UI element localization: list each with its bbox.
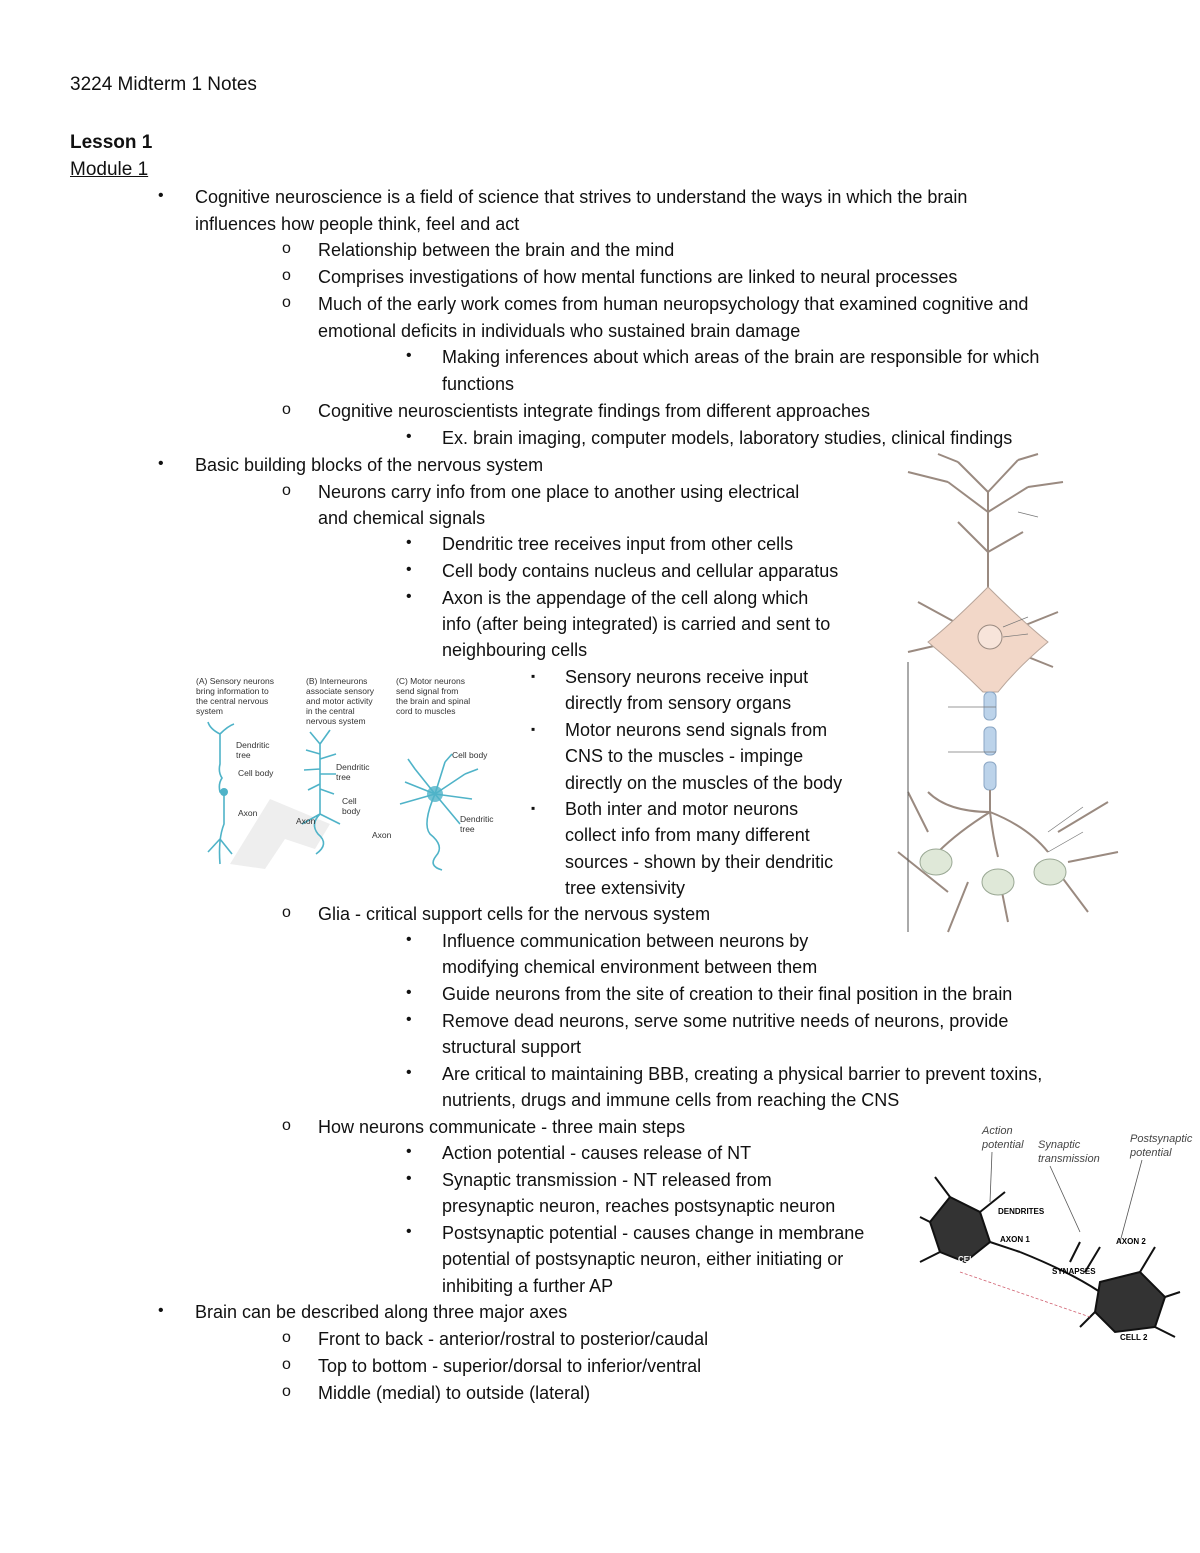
- bullet-l2: o: [282, 1329, 291, 1346]
- bullet-l2: o: [282, 482, 291, 499]
- bullet-l3: •: [406, 561, 412, 578]
- fig-b-line: nervous system: [306, 716, 366, 726]
- text-line: Front to back - anterior/rostral to posterior/caudal: [318, 1329, 709, 1349]
- comm-label-cell2: CELL 2: [1120, 1333, 1148, 1342]
- fig-a-line: (A) Sensory neurons: [196, 676, 274, 686]
- comm-label-dendrites: DENDRITES: [998, 1207, 1045, 1216]
- neuron-communication-figure: [920, 1122, 1193, 1342]
- bullet-l3: •: [406, 984, 412, 1001]
- text-line: Guide neurons from the site of creation to their final position in the brain: [442, 984, 1013, 1004]
- text-line: directly on the muscles of the body: [565, 773, 843, 793]
- text-line: Synaptic transmission - NT released from: [442, 1170, 772, 1190]
- bullet-l4: ▪: [531, 722, 536, 736]
- text-line: Brain can be described along three major axes: [195, 1302, 568, 1322]
- text-line: Sensory neurons receive input: [565, 667, 809, 687]
- text-line: sources - shown by their dendritic: [565, 852, 834, 872]
- neuron-anatomy-figure: [888, 452, 1154, 942]
- text-line: Making inferences about which areas of the brain are responsible for which: [442, 347, 1040, 367]
- comm-label-postsynaptic-potential: Postsynaptic: [1130, 1133, 1193, 1145]
- fig-label-axon: Axon: [238, 808, 258, 818]
- bullet-l3: •: [406, 1064, 412, 1081]
- fig-label-dendritic-tree: tree: [236, 750, 251, 760]
- text-line: Remove dead neurons, serve some nutritive needs of neurons, provide: [442, 1011, 1009, 1031]
- text-line: Are critical to maintaining BBB, creating a physical barrier to prevent toxins,: [442, 1064, 1043, 1084]
- fig-label-dendritic-tree: tree: [460, 824, 475, 834]
- fig-label-cell-body: Cell body: [238, 768, 274, 778]
- text-line: Glia - critical support cells for the nervous system: [318, 904, 711, 924]
- text-line: nutrients, drugs and immune cells from reaching the CNS: [442, 1090, 900, 1110]
- bullet-l2: o: [282, 1356, 291, 1373]
- bullet-l3: •: [406, 1143, 412, 1160]
- text-line: Basic building blocks of the nervous system: [195, 455, 544, 475]
- fig-b-line: (B) Interneurons: [306, 676, 368, 686]
- bullet-l4: ▪: [531, 801, 536, 815]
- text-line: functions: [442, 374, 515, 394]
- text-line: CNS to the muscles - impinge: [565, 746, 804, 766]
- comm-label-action-potential: Action: [982, 1125, 1013, 1137]
- bullet-l2: o: [282, 240, 291, 257]
- text-line: Neurons carry info from one place to another using electrical: [318, 482, 800, 502]
- text-line: Postsynaptic potential - causes change in membrane: [442, 1223, 865, 1243]
- text-line: modifying chemical environment between them: [442, 957, 818, 977]
- doc-title: 3224 Midterm 1 Notes: [70, 74, 257, 95]
- text-line: Action potential - causes release of NT: [442, 1143, 752, 1163]
- text-line: Both inter and motor neurons: [565, 799, 799, 819]
- text-line: potential of postsynaptic neuron, either initiating or: [442, 1249, 844, 1269]
- bullet-l2: o: [282, 904, 291, 921]
- text-line: Much of the early work comes from human neuropsychology that examined cognitive and: [318, 294, 1029, 314]
- comm-label-axon1: AXON 1: [1000, 1235, 1030, 1244]
- fig-b-line: in the central: [306, 706, 355, 716]
- bullet-l1: •: [158, 1302, 164, 1319]
- bullet-l2: o: [282, 1117, 291, 1134]
- fig-label-dendritic-tree: tree: [336, 772, 351, 782]
- fig-b-line: associate sensory: [306, 686, 375, 696]
- fig-c-line: the brain and spinal: [396, 696, 471, 706]
- comm-label-synaptic-transmission: transmission: [1038, 1153, 1100, 1165]
- fig-label-cell-body: body: [342, 806, 361, 816]
- bullet-l3: •: [406, 534, 412, 551]
- comm-label-postsynaptic-potential: potential: [1130, 1147, 1172, 1159]
- fig-label-axon: Axon: [296, 816, 316, 826]
- fig-c-line: (C) Motor neurons: [396, 676, 465, 686]
- text-line: collect info from many different: [565, 825, 810, 845]
- text-line: emotional deficits in individuals who sustained brain damage: [318, 321, 801, 341]
- comm-label-action-potential: potential: [982, 1139, 1024, 1151]
- fig-label-axon: Axon: [372, 830, 392, 840]
- text-line: Cognitive neuroscience is a field of science that strives to understand the ways in which the brain: [195, 187, 968, 207]
- module-heading: Module 1: [70, 159, 149, 180]
- comm-label-synapses: SYNAPSES: [1052, 1267, 1096, 1276]
- fig-a-line: bring information to: [196, 686, 269, 696]
- fig-label-cell-body: Cell body: [452, 750, 488, 760]
- bullet-l3: •: [406, 428, 412, 445]
- bullet-l2: o: [282, 294, 291, 311]
- fig-c-line: cord to muscles: [396, 706, 456, 716]
- text-line: Dendritic tree receives input from other cells: [442, 534, 794, 554]
- fig-b-line: and motor activity: [306, 696, 373, 706]
- fig-label-dendritic-tree: Dendritic: [336, 762, 370, 772]
- text-line: Cell body contains nucleus and cellular apparatus: [442, 561, 839, 581]
- text-line: inhibiting a further AP: [442, 1276, 614, 1296]
- bullet-l3: •: [406, 931, 412, 948]
- text-line: info (after being integrated) is carried and sent to: [442, 614, 831, 634]
- comm-label-synaptic-transmission: Synaptic: [1038, 1139, 1081, 1151]
- text-line: Ex. brain imaging, computer models, laboratory studies, clinical findings: [442, 428, 1013, 448]
- fig-label-dendritic-tree: Dendritic: [236, 740, 270, 750]
- text-line: presynaptic neuron, reaches postsynaptic neuron: [442, 1196, 836, 1216]
- text-line: structural support: [442, 1037, 582, 1057]
- fig-label-dendritic-tree: Dendritic: [460, 814, 494, 824]
- bullet-l4: ▪: [531, 669, 536, 683]
- bullet-l3: •: [406, 588, 412, 605]
- text-line: Relationship between the brain and the mind: [318, 240, 675, 260]
- text-line: Influence communication between neurons by: [442, 931, 809, 951]
- text-line: Cognitive neuroscientists integrate findings from different approaches: [318, 401, 870, 421]
- lesson-heading: Lesson 1: [70, 132, 153, 153]
- neuron-types-figure: [190, 674, 520, 874]
- text-line: neighbouring cells: [442, 640, 588, 660]
- bullet-l1: •: [158, 455, 164, 472]
- bullet-l3: •: [406, 1170, 412, 1187]
- text-line: Top to bottom - superior/dorsal to inferior/ventral: [318, 1356, 702, 1376]
- fig-a-line: system: [196, 706, 223, 716]
- text-line: How neurons communicate - three main steps: [318, 1117, 686, 1137]
- bullet-l3: •: [406, 1011, 412, 1028]
- fig-label-cell-body: Cell: [342, 796, 357, 806]
- text-line: Middle (medial) to outside (lateral): [318, 1383, 591, 1403]
- comm-label-cell1: CELL 1: [958, 1255, 986, 1264]
- fig-a-line: the central nervous: [196, 696, 269, 706]
- text-line: tree extensivity: [565, 878, 686, 898]
- text-line: Axon is the appendage of the cell along which: [442, 588, 809, 608]
- bullet-l2: o: [282, 267, 291, 284]
- text-line: influences how people think, feel and act: [195, 214, 520, 234]
- text-line: directly from sensory organs: [565, 693, 792, 713]
- bullet-l1: •: [158, 187, 164, 204]
- bullet-l2: o: [282, 401, 291, 418]
- text-line: Comprises investigations of how mental functions are linked to neural processes: [318, 267, 958, 287]
- text-line: and chemical signals: [318, 508, 486, 528]
- bullet-l3: •: [406, 347, 412, 364]
- bullet-l2: o: [282, 1383, 291, 1400]
- text-line: Motor neurons send signals from: [565, 720, 828, 740]
- bullet-l3: •: [406, 1223, 412, 1240]
- comm-label-axon2: AXON 2: [1116, 1237, 1146, 1246]
- fig-c-line: send signal from: [396, 686, 459, 696]
